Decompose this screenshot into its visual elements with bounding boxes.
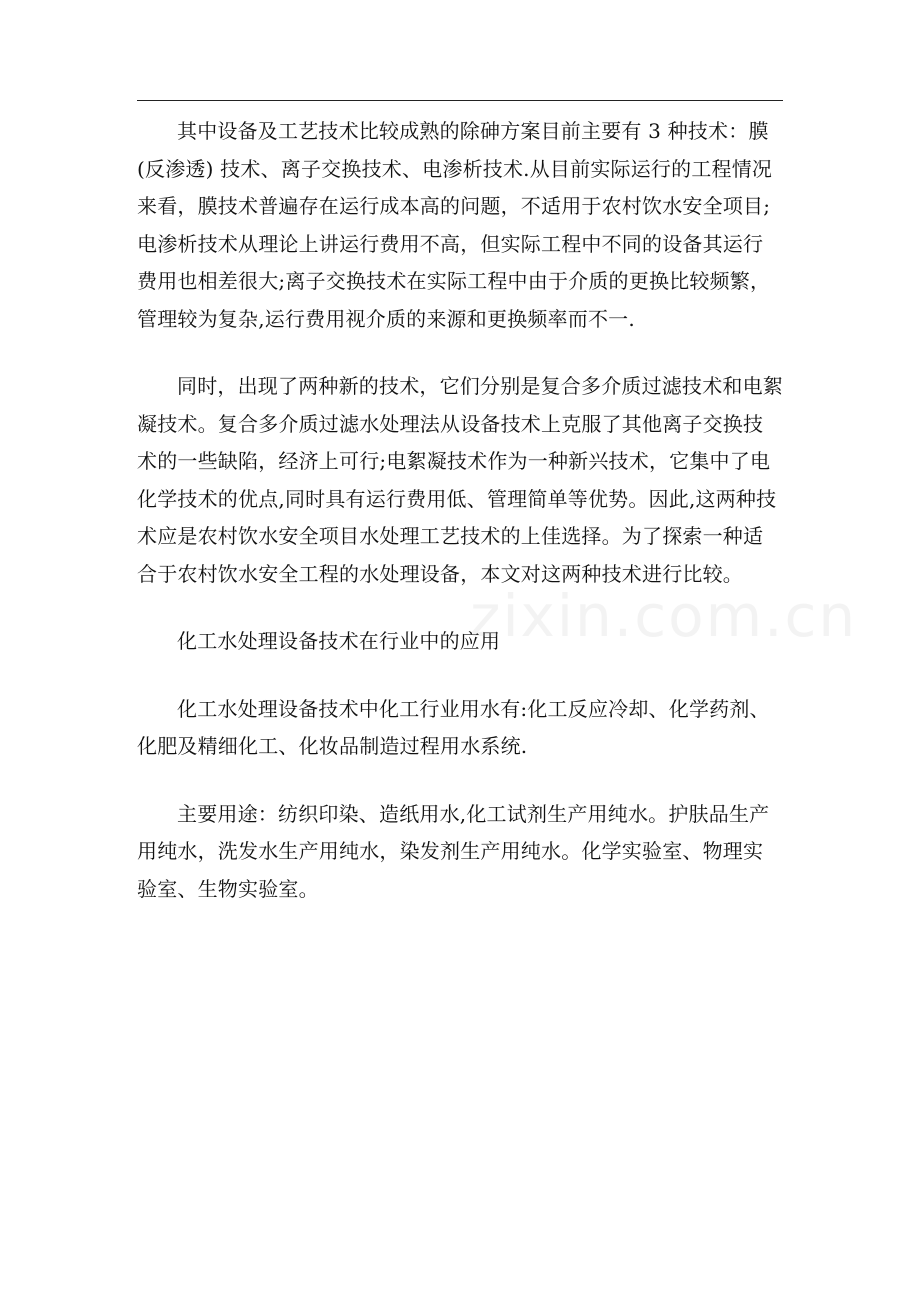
paragraph-chemical-industry-water: 化工水处理设备技术中化工行业用水有:化工反应冷却、化学药剂、化肥及精细化工、化妆品制造过程用水系统. bbox=[137, 696, 770, 758]
section-heading: 化工水处理设备技术在行业中的应用 bbox=[177, 629, 501, 653]
paragraph-new-technologies: 同时，出现了两种新的技术，它们分别是复合多介质过滤技术和电絮凝技术。复合多介质过滤水处理法从设备技术上克服了其他离子交换技术的一些缺陷，经济上可行;电絮凝技术作为一种新兴技术，它集中了电化学技术的优点,同时具有运行费用低、管理简单等优势。因此,这两种技术应是农村饮水安全项目水处理工艺技术的上佳选择。为了探索一种适合于农村饮水安全工程的水处理设备，本文对这两种技术进行比较。 bbox=[137, 374, 783, 586]
header-rule bbox=[137, 100, 783, 101]
paragraph-main-uses: 主要用途：纺织印染、造纸用水,化工试剂生产用纯水。护肤品生产用纯水，洗发水生产用纯水，染发剂生产用纯水。化学实验室、物理实验室、生物实验室。 bbox=[137, 801, 770, 901]
paragraph-arsenic-removal: 其中设备及工艺技术比较成熟的除砷方案目前主要有 3 种技术：膜(反渗透) 技术、离子交换技术、电渗析技术.从目前实际运行的工程情况来看，膜技术普遍存在运行成本高的问题，不适用于农村饮水安全项目;电渗析技术从理论上讲运行费用不高，但实际工程中不同的设备其运行费用也相差很大;离子交换技术在实际工程中由于介质的更换比较频繁，管理较为复杂,运行费用视介质的来源和更换频率而不一. bbox=[137, 119, 773, 331]
document-body bbox=[137, 113, 783, 908]
watermark: zixin.com.cn bbox=[470, 582, 858, 650]
